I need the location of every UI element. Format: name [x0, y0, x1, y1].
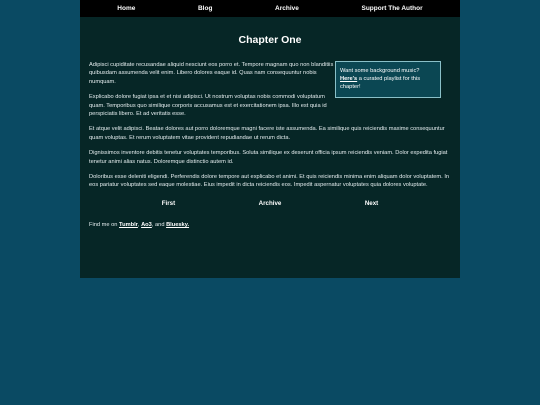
page-container: [80, 0, 460, 278]
paragraph-3: Et atque velit adipisci. Beatae dolores aut porro doloremque magni facere iste assumenda. Ea similique quis reiciendis maxime consequuntur quam voluptas. Et rerum voluptatem vitae provident repudiandae ut rerum dicta.: [89, 126, 445, 141]
ao3-link[interactable]: Ao3: [141, 221, 152, 228]
pager-next-link[interactable]: Next: [364, 199, 379, 207]
bluesky-link[interactable]: Bluesky.: [166, 221, 190, 228]
paragraph-4: Dignissimos inventore debitis tenetur voluptates temporibus. Soluta similique ex deserunt officia ipsum reiciendis veniam. Dolor expedita fugiat tenetur animi alias natus. Doloremque distinctio autem id.: [89, 150, 448, 165]
pager-first-link[interactable]: First: [161, 199, 176, 207]
footer: [80, 222, 460, 228]
music-callout: [335, 61, 441, 98]
top-nav: [80, 0, 460, 17]
playlist-link[interactable]: Here's: [340, 76, 358, 82]
chapter-pager: [80, 200, 460, 207]
footer-sep-2: , and: [151, 221, 167, 228]
paragraph-1: Adipisci cupiditate recusandae aliquid nesciunt eos porro et. Tempore magnam quo non blanditiis quibusdam assumenda velit enim. Libero dolores eaque id. Quas nam consequuntur nobis numquam.: [89, 62, 334, 85]
chapter-body: [80, 61, 460, 190]
chapter-title: Chapter One: [238, 34, 302, 46]
footer-sep-1: ,: [137, 221, 142, 228]
nav-home-link[interactable]: Home: [117, 5, 136, 12]
footer-prefix: Find me on: [89, 221, 120, 228]
tumblr-link[interactable]: Tumblr: [119, 221, 138, 228]
nav-archive-link[interactable]: Archive: [275, 5, 299, 12]
callout-text-after: a curated playlist for this chapter!: [340, 76, 421, 90]
pager-archive-link[interactable]: Archive: [258, 199, 282, 207]
callout-text-before: Want some background music?: [340, 68, 420, 74]
paragraph-5: Doloribus esse deleniti eligendi. Perferendis dolore tempore aut explicabo et animi. Et quis reiciendis minima enim aliquam dolor voluptatem. In eos pariatur voluptates sed eaque molestiae. Eius impedit in dicta reiciendis eos. Impedit aspernatur voluptates quia dolores voluptate.: [89, 174, 450, 189]
nav-support-link[interactable]: Support The Author: [361, 5, 423, 12]
paragraph-2: Explicabo dolore fugiat ipsa et et nisi adipisci. Ut nostrum voluptas nobis commodi voluptatum quam. Temporibus quo similique corporis accusamus est et exercitationem ipsa. Illo est quia id perspiciatis libero. Et ad veritatis esse.: [89, 94, 327, 118]
nav-blog-link[interactable]: Blog: [197, 5, 213, 12]
